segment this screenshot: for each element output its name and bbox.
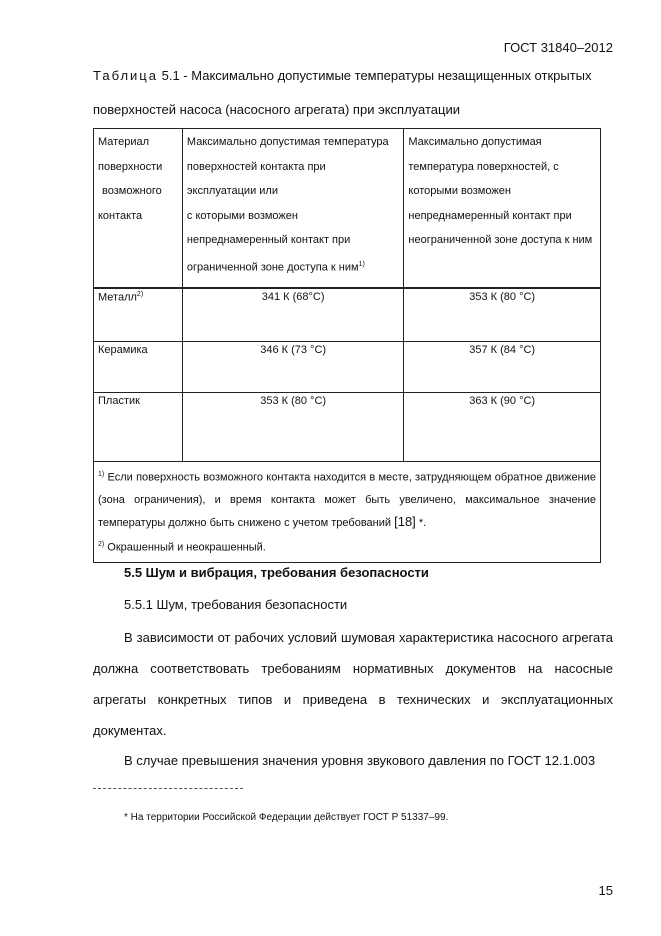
note-2-text: Окрашенный и неокрашенный. <box>107 541 266 554</box>
header-unlimited-line: неограниченной зоне доступа к ним <box>408 234 593 246</box>
row-limited-temp: 346 К (73 °С) <box>182 342 403 393</box>
paragraph-sound-pressure: В случае превышения значения уровня звукового давления по ГОСТ 12.1.003 <box>124 753 596 768</box>
table-header-row <box>94 129 601 289</box>
table-caption-number: 5.1 <box>161 68 180 83</box>
header-limited-line <box>187 253 399 280</box>
header-unlimited-line: непреднамеренный контакт при <box>408 209 572 222</box>
header-limited-line: Максимально допустимая температура <box>186 136 389 148</box>
table-row <box>94 342 601 393</box>
header-material-line: возможного <box>102 185 162 197</box>
header-unlimited-zone <box>404 129 601 289</box>
header-limited-line: с которыми возможен <box>186 209 298 222</box>
table-row <box>94 393 601 462</box>
table-row <box>94 288 601 342</box>
row-unlimited-temp: 357 К (84 °С) <box>404 342 601 393</box>
header-limited-line: непреднамеренный контакт при <box>186 234 351 246</box>
header-unlimited-line: температура поверхностей, с <box>408 160 559 173</box>
row-unlimited-temp: 363 К (90 °С) <box>404 393 601 462</box>
header-material-line: контакта <box>98 209 143 222</box>
note-1-star: *. <box>415 516 427 529</box>
header-limited-line: эксплуатации или <box>186 185 278 197</box>
table-caption-line1 <box>93 62 613 90</box>
note-1-text: Если поверхность возможного контакта находится в месте, затрудняющем обратное движение (зона ограничения), и время контакта может быть увеличено, максимальное значение температуры должно быть снижено с учетом требований <box>98 471 596 529</box>
row-material-text: Металл <box>98 291 137 304</box>
row-limited-temp: 353 К (80 °С) <box>182 393 403 462</box>
header-material-line: поверхности <box>98 160 163 173</box>
table-caption-line2: поверхностей насоса (насосного агрегата) при эксплуатации <box>93 102 460 117</box>
header-limited-line-text: ограниченной зоне доступа к ним <box>186 261 359 274</box>
note-2-marker: 2) <box>98 540 105 548</box>
footnote-ref-1: 1) <box>358 260 365 268</box>
row-unlimited-temp: 353 К (80 °С) <box>404 288 601 342</box>
section-5-5-1-heading: 5.5.1 Шум, требования безопасности <box>124 597 348 612</box>
row-limited-temp: 341 К (68°С) <box>182 288 403 342</box>
temperature-table <box>93 128 601 563</box>
document-standard-header: ГОСТ 31840–2012 <box>503 40 613 55</box>
header-material <box>94 129 183 289</box>
row-material: Пластик <box>94 393 183 462</box>
row-material: Керамика <box>94 342 183 393</box>
section-5-5-heading: 5.5 Шум и вибрация, требования безопасности <box>124 565 429 580</box>
table-note-2 <box>98 534 596 559</box>
note-1-reference: [18] <box>394 513 416 529</box>
footnote-separator <box>93 788 243 789</box>
table-notes <box>94 462 601 563</box>
header-limited-zone <box>182 129 403 289</box>
table-caption-label: Таблица <box>93 68 158 83</box>
page-number: 15 <box>598 883 613 898</box>
header-unlimited-line: Максимально допустимая <box>408 136 542 148</box>
table-notes-row <box>94 462 601 563</box>
header-limited-line: поверхностей контакта при <box>186 160 326 173</box>
footnote-ref-2: 2) <box>136 291 144 298</box>
table-note-1 <box>98 464 596 534</box>
footnote-text: * На территории Российской Федерации действует ГОСТ Р 51337–99. <box>124 812 449 823</box>
table-caption-text: - Максимально допустимые температуры незащищенных открытых <box>179 68 592 83</box>
paragraph-noise-requirements: В зависимости от рабочих условий шумовая характеристика насосного агрегата должна соответствовать требованиям нормативных документов на насосные агрегаты конкретных типов и приведена в технических и эксплуатационных документах. <box>93 630 613 738</box>
header-unlimited-line: которыми возможен <box>408 185 511 197</box>
row-material <box>94 288 183 342</box>
note-1-marker: 1) <box>98 471 105 478</box>
header-material-line: Материал <box>98 136 149 148</box>
